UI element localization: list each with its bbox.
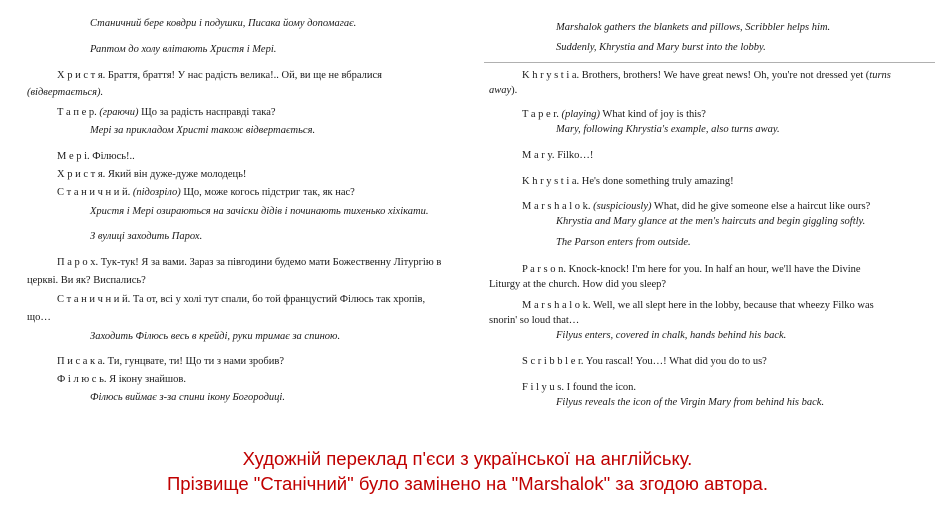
dialogue-text: Який він дуже-дуже молодець! — [105, 169, 247, 180]
caption-line-2: Прізвище "Станічний" було замінено на "Marshalok" за згодою автора. — [167, 473, 768, 494]
dialogue-text: Філюсь!.. — [89, 151, 135, 162]
character-name: P a r s o n. — [522, 264, 566, 275]
dialogue-line — [522, 355, 767, 368]
dialogue-line — [57, 69, 382, 82]
dialogue-text: What, did he give someone else a haircut like ours? — [651, 201, 871, 212]
character-name: S c r i b b l e r. — [522, 356, 584, 367]
dialogue-text: Brothers, brothers! We have great news! Oh, you're not dressed yet ( — [579, 70, 870, 81]
dialogue-text: Браття, браття! У нас радість велика!.. Ой, ви ще не вбралися — [105, 70, 382, 81]
character-name: П а р о х. — [57, 257, 99, 268]
dialogue-text: Та от, всі у холі тут спали, бо той францустий Філюсь так хропів, — [130, 294, 426, 305]
character-name: M a r s h a l o k. — [522, 201, 591, 212]
dialogue-line — [57, 150, 135, 163]
stage-direction: Мері за прикладом Христі також відвертається. — [90, 125, 316, 136]
dialogue-text: You rascal! You…! What did you do to us? — [583, 356, 767, 367]
dialogue-line — [522, 263, 861, 276]
stage-direction: The Parson enters from outside. — [556, 237, 691, 248]
dialogue-line — [57, 186, 355, 199]
stage-direction: Христя і Мері озираються на зачіски дідів і починають тихенько хіхікати. — [90, 206, 429, 217]
stage-direction: Filyus enters, covered in chalk, hands behind his back. — [556, 330, 787, 341]
stage-direction: З вулиці заходить Парох. — [90, 231, 203, 242]
dialogue-text: Filko…! — [554, 150, 594, 161]
character-name: Ф і л ю с ь. — [57, 374, 107, 385]
dialogue-line — [57, 293, 425, 306]
dialogue-line — [57, 106, 276, 119]
character-name: Т а п е р. — [57, 107, 97, 118]
stage-note: away — [489, 85, 512, 96]
character-name: С т а н и ч н и й. — [57, 294, 131, 305]
stage-direction: Mary, following Khrystia's example, also turns away. — [556, 124, 780, 135]
dialogue-text: I found the icon. — [564, 382, 637, 393]
dialogue-text: Тук-тук! Я за вами. Зараз за півгодини будемо мати Божественну Літургію в — [98, 257, 442, 268]
caption-line-1: Художній переклад п'єси з української на англійську. — [242, 448, 693, 469]
dialogue-line — [522, 149, 593, 162]
character-name: T a p e r. — [522, 109, 559, 120]
character-name: M a r y. — [522, 150, 555, 161]
dialogue-line — [522, 299, 874, 312]
dialogue-line — [57, 256, 441, 269]
dialogue-line — [522, 69, 891, 82]
dialogue-line: церкві. Ви як? Виспались? — [27, 275, 146, 286]
dialogue-line — [57, 355, 284, 368]
dialogue-line: Liturgy at the church. How did you sleep? — [489, 279, 667, 290]
dialogue-line — [522, 175, 734, 188]
dialogue-text: What kind of joy is this? — [599, 109, 706, 120]
stage-note: turns — [869, 70, 891, 81]
character-name: М е р і. — [57, 151, 90, 162]
dialogue-line — [522, 108, 706, 121]
stage-direction: Філюсь виймає з-за спини ікону Богородиці. — [90, 392, 285, 403]
dialogue-line: snorin' so loud that… — [489, 315, 580, 326]
dialogue-line — [57, 373, 186, 386]
dialogue-text: Ти, гунцвате, ти! Що ти з нами зробив? — [105, 356, 284, 367]
character-name: K h r y s t i a. — [522, 176, 580, 187]
stage-note: (playing) — [561, 109, 600, 120]
stage-direction: Станичний бере ковдри і подушки, Писака йому допомагає. — [90, 18, 357, 29]
character-name: M a r s h a l o k. — [522, 300, 591, 311]
character-name: F i l y u s. — [522, 382, 565, 393]
stage-direction: Marshalok gathers the blankets and pillows, Scribbler helps him. — [556, 22, 831, 33]
stage-direction: Раптом до холу влітають Христя і Мері. — [90, 44, 277, 55]
dialogue-direction: (відвертається). — [27, 87, 104, 98]
dialogue-line — [522, 200, 870, 213]
dialogue-text: Я ікону знайшов. — [106, 374, 186, 385]
stage-note: (suspiciously) — [593, 201, 652, 212]
dialogue-line — [57, 168, 246, 181]
dialogue-line: що… — [27, 312, 51, 323]
dialogue-text: ). — [511, 85, 518, 96]
stage-note: (граючи) — [99, 107, 139, 118]
dialogue-text: Knock-knock! I'm here for you. In half an hour, we'll have the Divine — [565, 264, 861, 275]
dialogue-text: He's done something truly amazing! — [579, 176, 734, 187]
character-name: K h r y s t i a. — [522, 70, 580, 81]
dialogue-line — [489, 84, 517, 97]
stage-direction: Khrystia and Mary glance at the men's haircuts and begin giggling softly. — [556, 216, 866, 227]
character-name: П и с а к а. — [57, 356, 106, 367]
section-divider — [484, 62, 935, 63]
stage-direction: Заходить Філюсь весь в крейді, руки тримає за спиною. — [90, 331, 341, 342]
dialogue-line — [522, 381, 636, 394]
stage-direction: Filyus reveals the icon of the Virgin Mary from behind his back. — [556, 397, 825, 408]
character-name: Х р и с т я. — [57, 169, 106, 180]
dialogue-text: Що, може когось підстриг так, як нас? — [180, 187, 355, 198]
stage-note: (підозріло) — [132, 187, 181, 198]
dialogue-text: Що за радість насправді така? — [138, 107, 276, 118]
stage-direction: Suddenly, Khrystia and Mary burst into the lobby. — [556, 42, 766, 53]
character-name: Х р и с т я. — [57, 70, 106, 81]
dialogue-text: Well, we all slept here in the lobby, because that wheezy Filko was — [590, 300, 874, 311]
character-name: С т а н и ч н и й. — [57, 187, 131, 198]
